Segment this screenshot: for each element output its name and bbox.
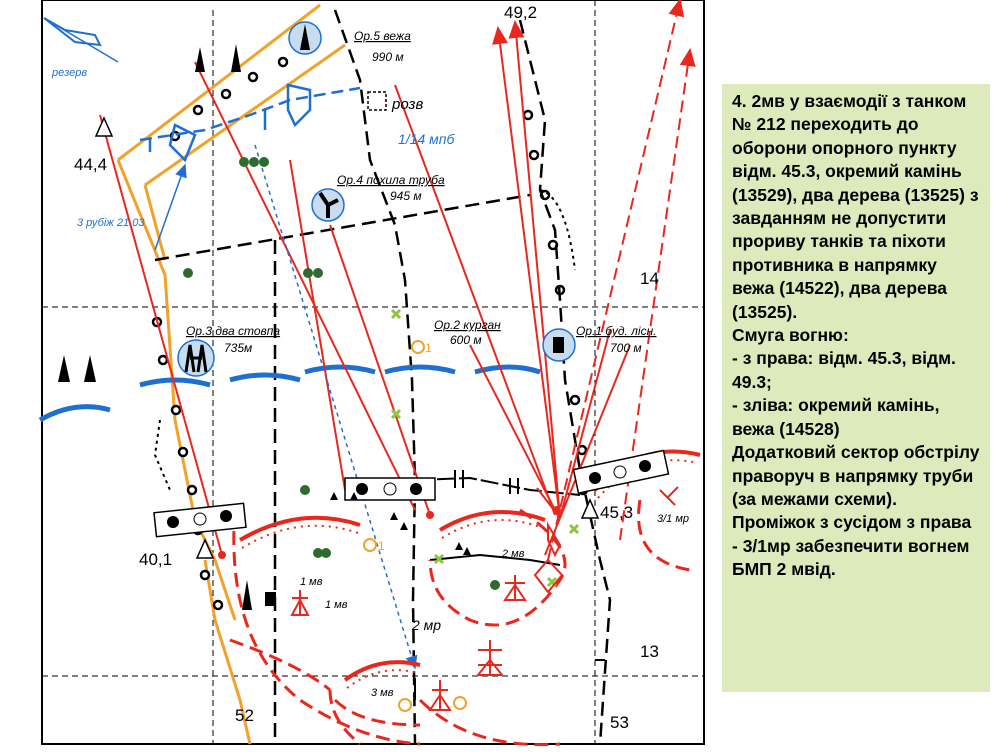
label-num1b: 1 [378,539,385,553]
label-op1: Ор.1 буд. лісн. [576,324,657,338]
label-mv3: 3 мв [371,687,394,699]
label-mv1a: 1 мв [300,576,323,588]
panel-line-gap: Проміжок з сусідом з права - 3/1мр забезпечити вогнем БМП 2 мвід. [732,512,972,580]
landmark-two-posts [178,340,214,376]
landmark-forester-house [543,329,575,361]
label-op4: Ор.4 похила труба [337,173,445,187]
label-reserve: резерв [52,67,88,79]
elevation-44-4: 44,4 [74,155,108,174]
grid-14: 14 [640,269,659,288]
label-mpb: 1/14 мпб [398,131,455,147]
elevation-45-3: 45,3 [600,503,634,522]
panel-line-left: - зліва: окремий камінь, вежа (14528) [732,395,940,439]
landmark-tower [289,22,321,54]
label-rozv: розв [392,96,424,113]
vehicle-box-2 [345,478,435,500]
grid-13: 13 [640,642,659,661]
label-op3: Ор.3 два стовпа [186,324,281,338]
label-op3-dist: 735м [224,341,253,355]
panel-line-right: - з права: відм. 45.3, відм. 49.3; [732,348,956,392]
label-op1-dist: 700 м [610,341,642,355]
grid-53: 53 [610,713,629,732]
label-op2: Ор.2 курган [434,318,501,332]
label-op2-dist: 600 м [450,333,482,347]
grid-52: 52 [235,706,254,725]
label-mv2: 2 мв [502,548,525,560]
label-mr2: 2 мр [412,617,442,633]
elevation-49-2: 49,2 [504,3,538,22]
landmark-pipe [312,189,344,221]
label-line-time: 3 рубіж 21.03 [77,217,145,229]
label-mv1b: 1 мв [325,599,348,611]
panel-line-task: 4. 2мв у взаємодії з танком № 212 переходить до оборони опорного пункту відм. 45.3, окремий камінь (13529), два дерева (13525) з завданням не допустити прориву танків та піхоти противника в напрямку вежа (14522), два дерева (13525). [732,91,979,322]
label-op5: Ор.5 вежа [354,29,411,43]
label-op4-dist: 945 м [390,189,422,203]
elevation-40-1: 40,1 [139,550,173,569]
label-mr31: 3/1 мр [657,513,690,525]
panel-line-extra-sector: Додатковий сектор обстрілу праворуч в напрямку труби (за межами схеми). [732,442,980,509]
task-panel [722,84,990,692]
panel-line-fire-band: Смуга вогню: [732,325,849,346]
label-num1a: 1 [425,341,432,355]
label-op5-dist: 990 м [372,50,404,64]
